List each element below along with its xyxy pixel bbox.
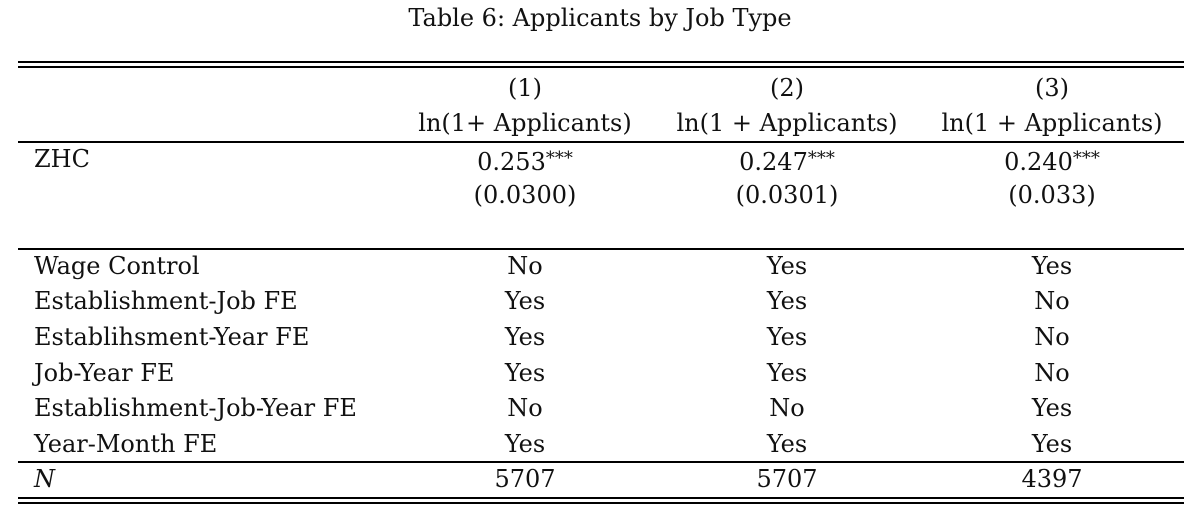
control-value-1: No [507,394,543,422]
control-row [0,319,1200,355]
control-row [0,355,1200,391]
estimate-value: 0.240 [1004,148,1073,176]
column-number-2: (2) [770,74,804,102]
table-caption: Table 6: Applicants by Job Type [408,4,792,32]
control-value-1: Yes [504,287,546,315]
control-value-1: Yes [504,323,546,351]
top-rule-1 [18,61,1184,63]
significance-stars: *** [1072,148,1100,169]
top-rule-2 [18,66,1184,68]
observations-value-3: 4397 [1021,465,1083,493]
column-number-1: (1) [508,74,542,102]
observations-value-1: 5707 [494,465,556,493]
control-value-1: Yes [504,430,546,458]
column-number-row [0,70,1200,106]
control-label: Job-Year FE [34,359,175,387]
control-label: Establishment-Job FE [34,287,298,315]
control-value-3: Yes [1031,394,1073,422]
observations-row [0,461,1200,497]
observations-label: N [34,465,55,493]
control-row [0,248,1200,284]
observations-value-2: 5707 [756,465,818,493]
control-row [0,283,1200,319]
control-value-3: Yes [1031,252,1073,280]
coefficient-row [0,141,1200,177]
control-value-2: Yes [766,430,808,458]
dependent-variable-1: ln(1+ Applicants) [418,109,632,137]
bottom-rule-2 [18,502,1184,504]
control-value-2: No [769,394,805,422]
dependent-variable-3: ln(1 + Applicants) [941,109,1163,137]
control-value-1: No [507,252,543,280]
coefficient-estimate-2 [660,141,914,180]
coefficient-label: ZHC [34,145,90,173]
coefficient-estimate-3 [924,141,1180,180]
standard-error-row [0,177,1200,213]
significance-stars: *** [807,148,835,169]
control-label: Wage Control [34,252,200,280]
control-value-2: Yes [766,252,808,280]
control-label: Establihsment-Year FE [34,323,310,351]
dependent-variable-2: ln(1 + Applicants) [676,109,898,137]
control-row [0,390,1200,426]
control-value-2: Yes [766,287,808,315]
control-row [0,426,1200,462]
coefficient-estimate-1 [400,141,650,180]
standard-error-1: (0.0300) [473,181,577,209]
control-value-3: Yes [1031,430,1073,458]
bottom-rule-1 [18,497,1184,499]
control-label: Establishment-Job-Year FE [34,394,357,422]
control-value-3: No [1034,359,1070,387]
column-number-3: (3) [1035,74,1069,102]
dependent-variable-row [0,105,1200,141]
standard-error-2: (0.0301) [735,181,839,209]
standard-error-3: (0.033) [1008,181,1096,209]
control-label: Year-Month FE [34,430,218,458]
estimate-value: 0.253 [477,148,546,176]
control-value-2: Yes [766,323,808,351]
estimate-value: 0.247 [739,148,808,176]
control-value-2: Yes [766,359,808,387]
significance-stars: *** [545,148,573,169]
control-value-3: No [1034,287,1070,315]
control-value-1: Yes [504,359,546,387]
control-value-3: No [1034,323,1070,351]
